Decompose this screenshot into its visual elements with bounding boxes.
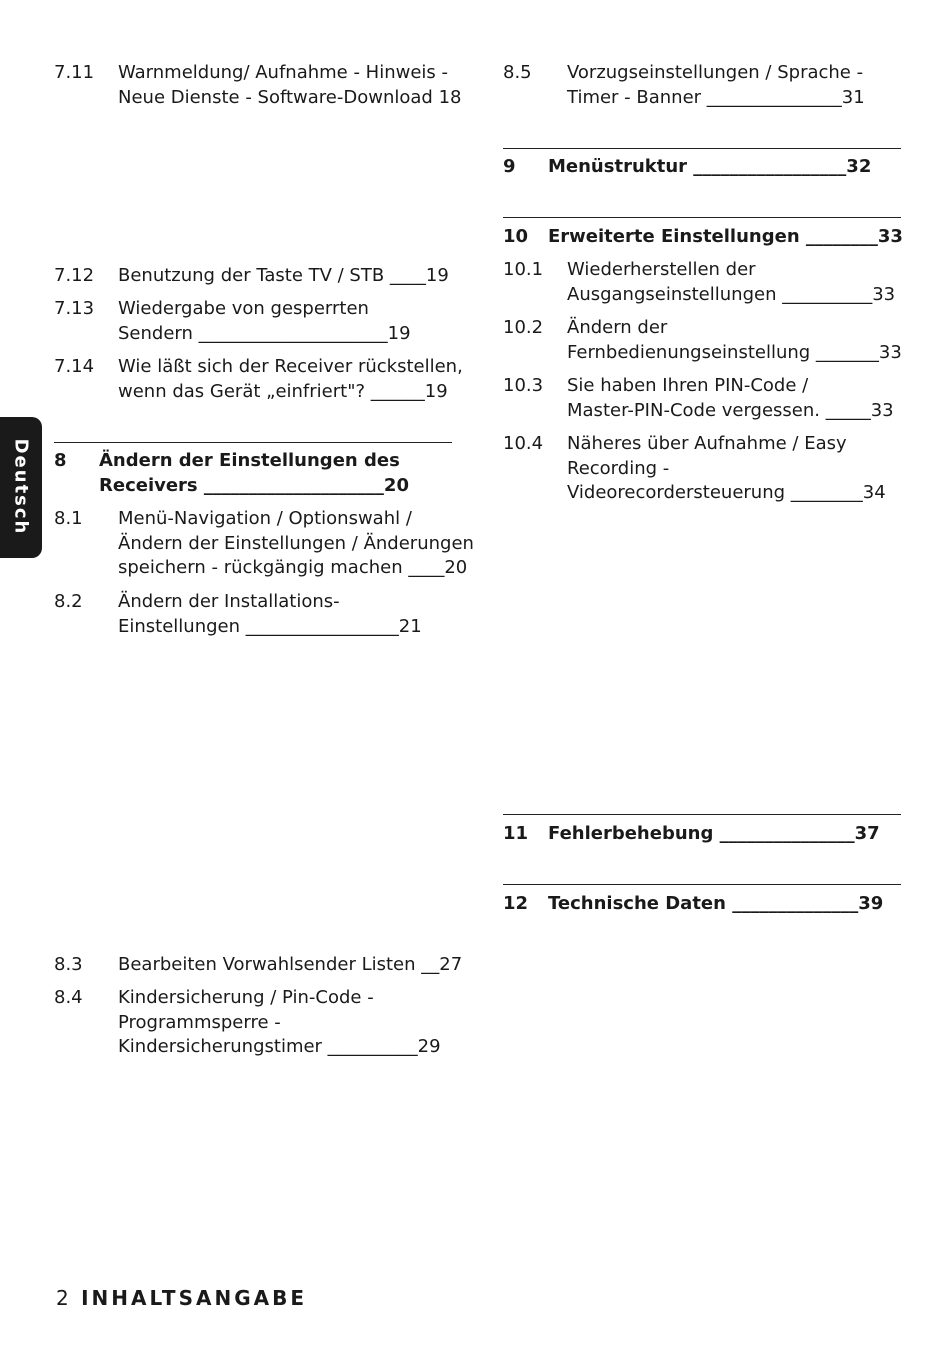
toc-section-number: 11 <box>503 823 529 844</box>
page-footer <box>56 1286 307 1310</box>
toc-entry-title: Wiedergabe von gesperrten Sendern _____________________19 <box>118 298 411 344</box>
toc-entry-number: 10.3 <box>503 375 544 396</box>
toc-entry-title: Ändern der Installations- Einstellungen _________________21 <box>118 591 422 637</box>
toc-entry-number: 8.3 <box>54 954 83 975</box>
toc-entry-title: Kindersicherung / Pin-Code - Programmsperre - Kindersicherungstimer __________29 <box>118 987 441 1057</box>
toc-section-number: 12 <box>503 893 529 914</box>
toc-section-title: Ändern der Einstellungen des Receivers ____________________20 <box>99 450 409 496</box>
toc-entry-title: Wie läßt sich der Receiver rückstellen, wenn das Gerät „einfriert"? ______19 <box>118 356 463 402</box>
toc-section-title: Technische Daten ______________39 <box>548 893 884 914</box>
section-divider <box>54 442 452 443</box>
toc-section-number: 9 <box>503 156 516 177</box>
toc-entry-number: 7.13 <box>54 298 95 319</box>
language-side-tab <box>0 417 42 558</box>
toc-section-title: Menüstruktur _________________32 <box>548 156 872 177</box>
toc-entry-title: Näheres über Aufnahme / Easy Recording - Videorecordersteuerung ________34 <box>567 433 886 503</box>
toc-entry-number: 10.2 <box>503 317 544 338</box>
toc-entry-title: Menü-Navigation / Optionswahl / Ändern der Einstellungen / Änderungen speichern - rückgängig machen ____20 <box>118 508 474 578</box>
toc-section-number: 10 <box>503 226 529 247</box>
toc-entry-number: 8.4 <box>54 987 83 1008</box>
language-side-tab-label: Deutsch <box>10 438 32 536</box>
toc-entry-number: 7.12 <box>54 265 95 286</box>
toc-entry-title: Sie haben Ihren PIN-Code / Master-PIN-Code vergessen. _____33 <box>567 375 894 421</box>
toc-entry-title: Warnmeldung/ Aufnahme - Hinweis - Neue Dienste - Software-Download 18 <box>118 62 462 108</box>
page-title: INHALTSANGABE <box>81 1286 307 1310</box>
toc-entry-number: 8.5 <box>503 62 532 83</box>
section-divider <box>503 814 901 815</box>
toc-entry-title: Ändern der Fernbedienungseinstellung _______33 <box>567 317 902 363</box>
toc-entry-number: 7.11 <box>54 62 95 83</box>
toc-entry-number: 8.2 <box>54 591 83 612</box>
toc-section-title: Fehlerbehebung _______________37 <box>548 823 880 844</box>
toc-entry-title: Bearbeiten Vorwahlsender Listen __27 <box>118 954 463 975</box>
toc-entry-number: 7.14 <box>54 356 95 377</box>
toc-entry-number: 8.1 <box>54 508 83 529</box>
page-number: 2 <box>56 1286 69 1310</box>
toc-entry-title: Vorzugseinstellungen / Sprache - Timer - Banner _______________31 <box>567 62 865 108</box>
toc-section-number: 8 <box>54 450 67 471</box>
toc-entry-number: 10.4 <box>503 433 544 454</box>
section-divider <box>503 217 901 218</box>
toc-entry-number: 10.1 <box>503 259 544 280</box>
section-divider <box>503 148 901 149</box>
toc-section-title: Erweiterte Einstellungen ________33 <box>548 226 903 247</box>
toc-entry-title: Wiederherstellen der Ausgangseinstellungen __________33 <box>567 259 896 305</box>
toc-entry-title: Benutzung der Taste TV / STB ____19 <box>118 265 449 286</box>
section-divider <box>503 884 901 885</box>
